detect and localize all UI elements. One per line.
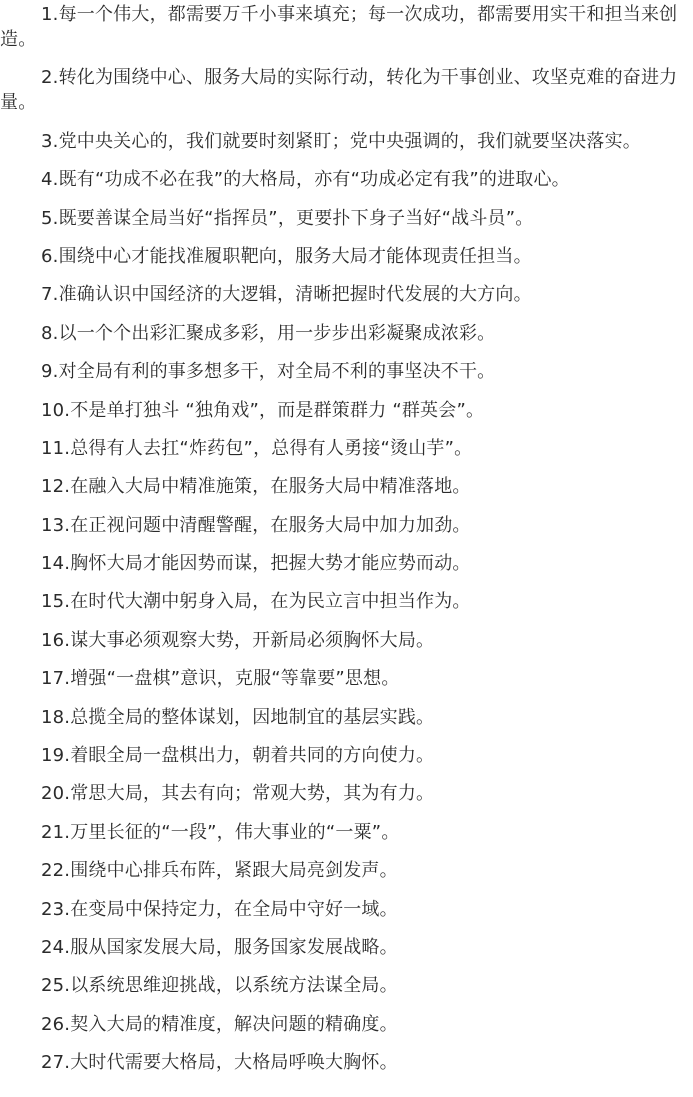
- paragraph-9: 9.对全局有利的事多想多干，对全局不利的事坚决不干。: [41, 361, 496, 383]
- paragraph-7: 7.准确认识中国经济的大逻辑，清晰把握时代发展的大方向。: [41, 284, 532, 306]
- paragraph-6: 6.围绕中心才能找准履职靶向，服务大局才能体现责任担当。: [41, 245, 532, 267]
- document-body: [0, 2, 693, 1089]
- paragraph-1: 1.每一个伟大，都需要万千小事来填充；每一次成功，都需要用实干和担当来创造。: [0, 4, 678, 50]
- paragraph-25: 25.以系统思维迎挑战，以系统方法谋全局。: [41, 975, 398, 997]
- paragraph-10: 10.不是单打独斗 “独角戏”，而是群策群力 “群英会”。: [41, 399, 485, 421]
- paragraph-17: 17.增强“一盘棋”意识，克服“等靠要”思想。: [41, 668, 400, 690]
- paragraph-13: 13.在正视问题中清醒警醒，在服务大局中加力加劲。: [41, 514, 471, 536]
- paragraph-3: 3.党中央关心的，我们就要时刻紧盯；党中央强调的，我们就要坚决落实。: [41, 130, 641, 152]
- paragraph-15: 15.在时代大潮中躬身入局，在为民立言中担当作为。: [41, 591, 471, 613]
- paragraph-12: 12.在融入大局中精准施策，在服务大局中精准落地。: [41, 476, 471, 498]
- paragraph-4: 4.既有“功成不必在我”的大格局，亦有“功成必定有我”的进取心。: [41, 169, 570, 191]
- paragraph-19: 19.着眼全局一盘棋出力，朝着共同的方向使力。: [41, 745, 435, 767]
- paragraph-21: 21.万里长征的“一段”，伟大事业的“一粟”。: [41, 821, 400, 843]
- paragraph-18: 18.总揽全局的整体谋划，因地制宜的基层实践。: [41, 706, 435, 728]
- paragraph-20: 20.常思大局，其去有向；常观大势，其为有力。: [41, 783, 435, 805]
- paragraph-24: 24.服从国家发展大局，服务国家发展战略。: [41, 936, 398, 958]
- paragraph-5: 5.既要善谋全局当好“指挥员”，更要扑下身子当好“战斗员”。: [41, 207, 534, 229]
- paragraph-26: 26.契入大局的精准度，解决问题的精确度。: [41, 1013, 398, 1035]
- paragraph-8: 8.以一个个出彩汇聚成多彩，用一步步出彩凝聚成浓彩。: [41, 322, 496, 344]
- paragraph-22: 22.围绕中心排兵布阵，紧跟大局亮剑发声。: [41, 860, 398, 882]
- paragraph-11: 11.总得有人去扛“炸药包”，总得有人勇接“烫山芋”。: [41, 437, 473, 459]
- paragraph-27: 27.大时代需要大格局，大格局呼唤大胸怀。: [41, 1052, 398, 1074]
- paragraph-2: 2.转化为围绕中心、服务大局的实际行动，转化为干事创业、攻坚克难的奋进力量。: [0, 67, 678, 114]
- paragraph-14: 14.胸怀大局才能因势而谋，把握大势才能应势而动。: [41, 553, 471, 575]
- paragraph-16: 16.谋大事必须观察大势，开新局必须胸怀大局。: [41, 629, 435, 651]
- paragraph-23: 23.在变局中保持定力，在全局中守好一域。: [41, 898, 398, 920]
